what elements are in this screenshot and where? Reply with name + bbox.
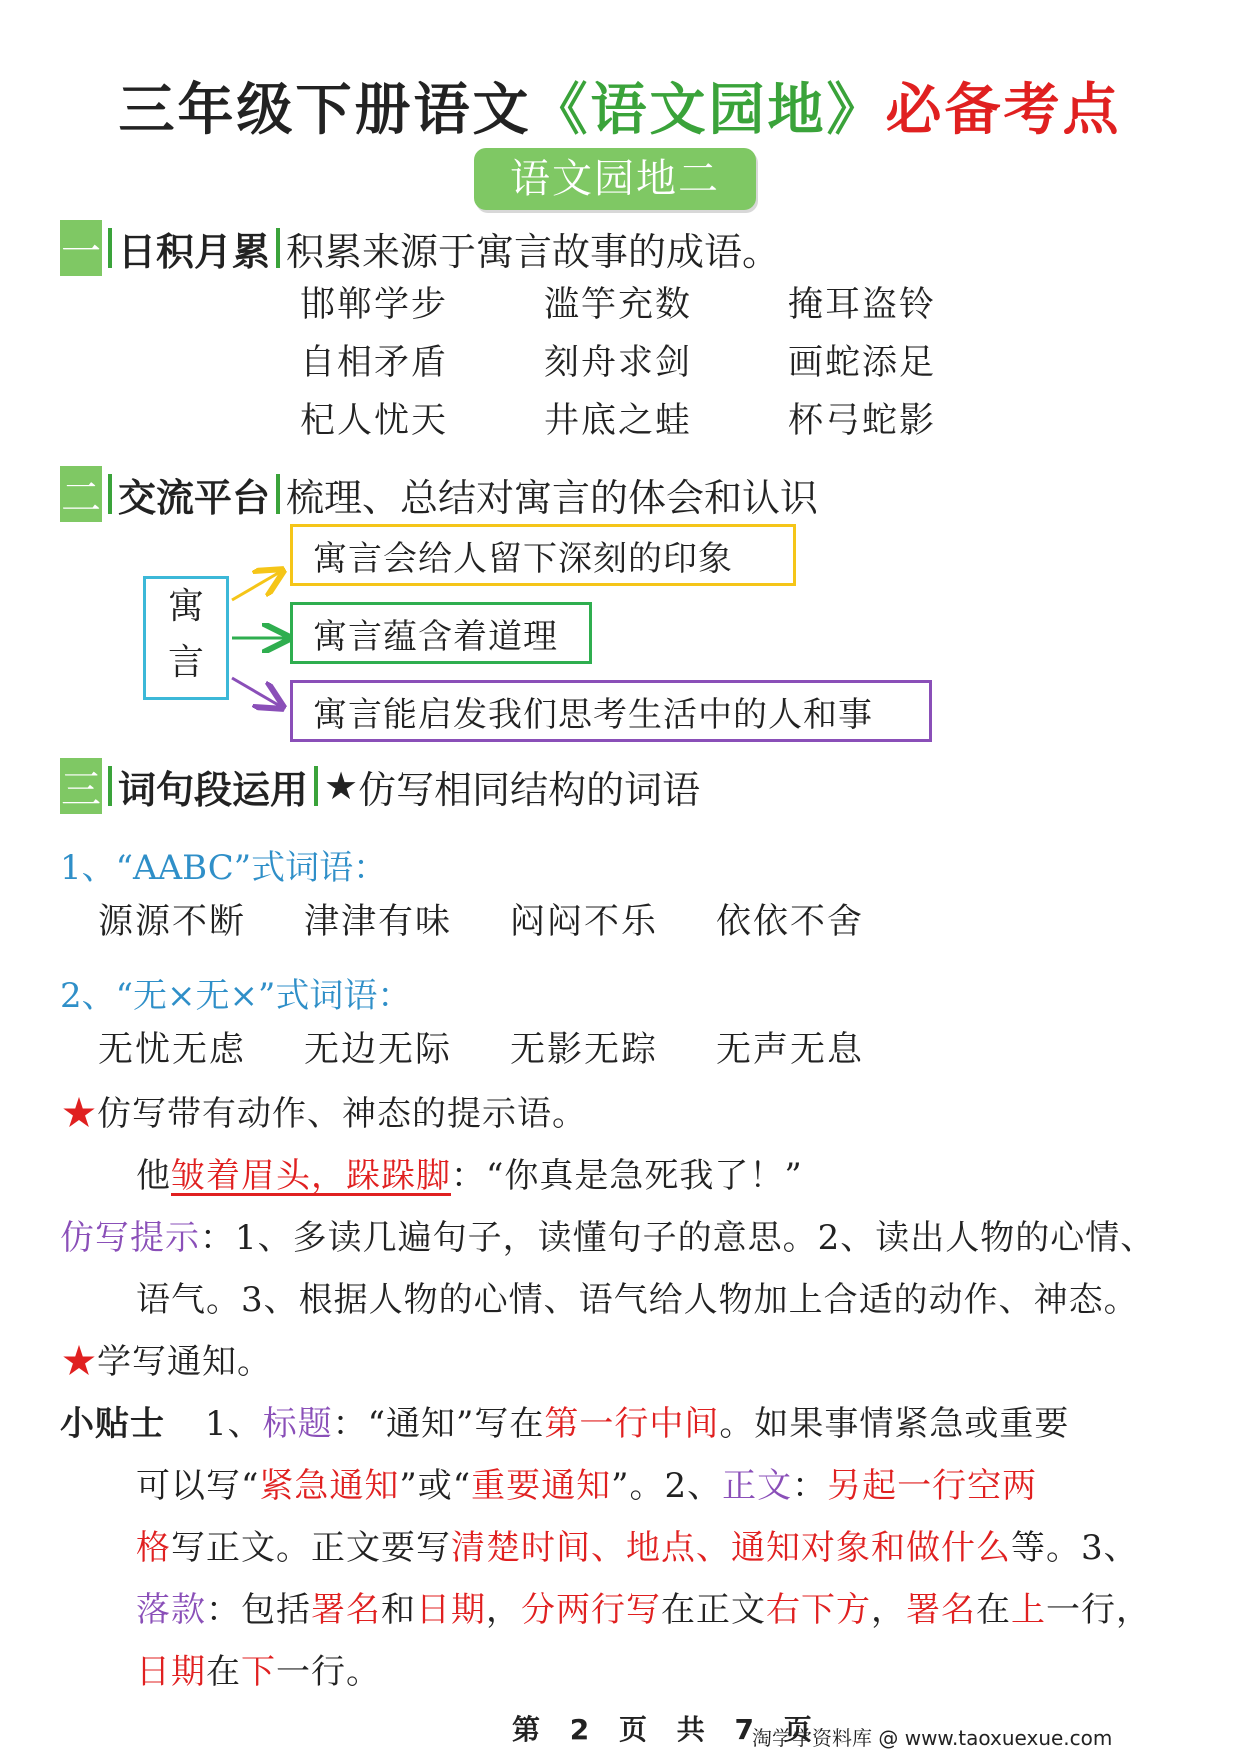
notice-text: ：包括	[206, 1590, 311, 1630]
notice-keyword: 另起一行空两	[827, 1466, 1038, 1506]
notice-keyword: 分两行写	[521, 1590, 661, 1630]
section-2-desc: 梳理、总结对寓言的体会和认识	[286, 475, 819, 520]
fable-branch-3-text: 寓言能启发我们思考生活中的人和事	[313, 694, 873, 735]
notice-text: 1、	[205, 1404, 263, 1444]
notice-keyword: 格	[136, 1528, 171, 1568]
notice-text: 在正文	[661, 1590, 766, 1630]
notice-text: 在	[976, 1590, 1011, 1630]
prompt-heading-text: 仿写带有动作、神态的提示语。	[97, 1094, 587, 1134]
notice-keyword: 上	[1011, 1590, 1046, 1630]
section-3-header	[60, 756, 700, 816]
prompt-example-subject: 他	[136, 1156, 171, 1196]
notice-keyword: 日期	[416, 1590, 486, 1630]
notice-text: 在	[206, 1652, 241, 1692]
section-1-desc: 积累来源于寓言故事的成语。	[286, 229, 781, 274]
idiom: 自相矛盾	[300, 343, 449, 383]
word: 无忧无虑	[98, 1030, 247, 1070]
prompt-example-action: 皱着眉头，跺跺脚	[171, 1156, 451, 1196]
fable-source-char: 寓	[167, 586, 204, 627]
notice-term-title: 标题	[262, 1404, 333, 1444]
aabc-heading: 1、“AABC”式词语：	[60, 848, 388, 888]
fable-branch-2	[290, 602, 592, 664]
notice-tip-line-3	[136, 1520, 1139, 1569]
section-divider	[314, 766, 318, 806]
prompt-example	[136, 1148, 803, 1197]
idiom: 掩耳盗铃	[788, 285, 937, 325]
notice-text: ：	[792, 1466, 828, 1506]
subtitle-badge: 语文园地二	[474, 148, 756, 210]
prompt-heading	[62, 1086, 587, 1135]
diagram-arrows	[0, 0, 1240, 760]
notice-text: ”。2、	[611, 1466, 723, 1506]
notice-text: 一行。	[276, 1652, 381, 1692]
fable-branch-2-text: 寓言蕴含着道理	[313, 616, 558, 657]
star-icon: ★	[62, 1342, 97, 1382]
tips-line-1	[60, 1210, 1155, 1259]
word: 津津有味	[304, 902, 453, 942]
idiom: 杯弓蛇影	[788, 401, 937, 441]
fable-source-char: 言	[167, 642, 204, 683]
notice-text: 写正文。正文要写	[171, 1528, 451, 1568]
notice-text: ：“通知”写在	[332, 1404, 545, 1444]
idiom: 画蛇添足	[788, 343, 937, 383]
notice-term-signature: 落款	[136, 1590, 206, 1630]
idiom: 邯郸学步	[300, 285, 449, 325]
notice-tip-label: 小贴士	[60, 1404, 165, 1444]
idiom: 井底之蛙	[544, 401, 693, 441]
notice-keyword: 下	[241, 1652, 276, 1692]
fable-branch-1-text: 寓言会给人留下深刻的印象	[313, 538, 733, 579]
tips-label: 仿写提示	[60, 1218, 200, 1258]
notice-tip-line-4	[136, 1582, 1151, 1631]
notice-tip-line-5	[136, 1644, 381, 1693]
notice-tip-line-2	[136, 1458, 1037, 1507]
idiom: 刻舟求剑	[544, 343, 693, 383]
notice-keyword: 重要通知	[471, 1466, 612, 1506]
section-3-name: 词句段运用	[118, 767, 309, 812]
section-divider	[108, 766, 112, 806]
word: 依依不舍	[716, 902, 865, 942]
notice-text: 。如果事情紧急或重要	[719, 1404, 1070, 1444]
section-2-name: 交流平台	[118, 475, 271, 520]
notice-keyword: 第一行中间	[544, 1404, 720, 1444]
word: 无声无息	[716, 1030, 865, 1070]
notice-heading-text: 学写通知。	[97, 1342, 272, 1382]
word: 源源不断	[98, 902, 247, 942]
notice-text: 等。3、	[1011, 1528, 1139, 1568]
notice-keyword: 右下方	[766, 1590, 871, 1630]
notice-text: 可以写“	[136, 1466, 260, 1506]
notice-keyword: 署名	[311, 1590, 381, 1630]
prompt-example-speech: ：“你真是急死我了！”	[451, 1156, 803, 1196]
arrow-to-branch-1	[232, 572, 280, 600]
tips-line-2: 语气。3、根据人物的心情、语气给人物加上合适的动作、神态。	[136, 1280, 1139, 1320]
section-1-number: 一	[60, 220, 102, 276]
word: 无边无际	[304, 1030, 453, 1070]
wuwu-heading: 2、“无×无×”式词语：	[60, 976, 412, 1016]
section-2-number: 二	[60, 466, 102, 522]
arrow-to-branch-3	[232, 678, 280, 706]
fable-branch-3	[290, 680, 932, 742]
notice-text: ，	[486, 1590, 521, 1630]
title-part-book: 《语文园地》	[531, 78, 886, 143]
wuwu-words	[98, 1022, 918, 1072]
star-icon: ★	[324, 764, 359, 808]
watermark: 淘学学资料库 @ www.taoxuexue.com	[752, 1726, 1113, 1750]
title-part-grade: 三年级下册语文	[118, 78, 532, 143]
word: 无影无踪	[510, 1030, 659, 1070]
word: 闷闷不乐	[510, 902, 659, 942]
notice-keyword: 清楚时间、地点、通知对象和做什么	[451, 1528, 1011, 1568]
notice-term-body: 正文	[722, 1466, 793, 1506]
section-1-name: 日积月累	[118, 229, 271, 274]
notice-text: 和	[381, 1590, 416, 1630]
section-3-desc: 仿写相同结构的词语	[358, 767, 701, 812]
aabc-words	[98, 894, 918, 944]
fable-branch-1	[290, 524, 796, 586]
page-number: 第 2 页 共 7 页	[512, 1713, 822, 1746]
star-icon: ★	[62, 1094, 97, 1134]
title-part-keypoints: 必备考点	[885, 78, 1122, 143]
notice-keyword: 日期	[136, 1652, 206, 1692]
notice-keyword: 紧急通知	[259, 1466, 400, 1506]
idiom: 杞人忧天	[300, 401, 449, 441]
tips-text-1: ：1、多读几遍句子，读懂句子的意思。2、读出人物的心情、	[200, 1218, 1156, 1258]
notice-heading	[62, 1334, 272, 1383]
notice-keyword: 署名	[906, 1590, 976, 1630]
notice-text: 一行，	[1046, 1590, 1151, 1630]
notice-tip-line-1	[60, 1396, 1069, 1445]
notice-text: ”或“	[399, 1466, 472, 1506]
notice-text: ，	[871, 1590, 906, 1630]
section-3-number: 三	[60, 758, 102, 814]
idiom: 滥竽充数	[544, 285, 693, 325]
